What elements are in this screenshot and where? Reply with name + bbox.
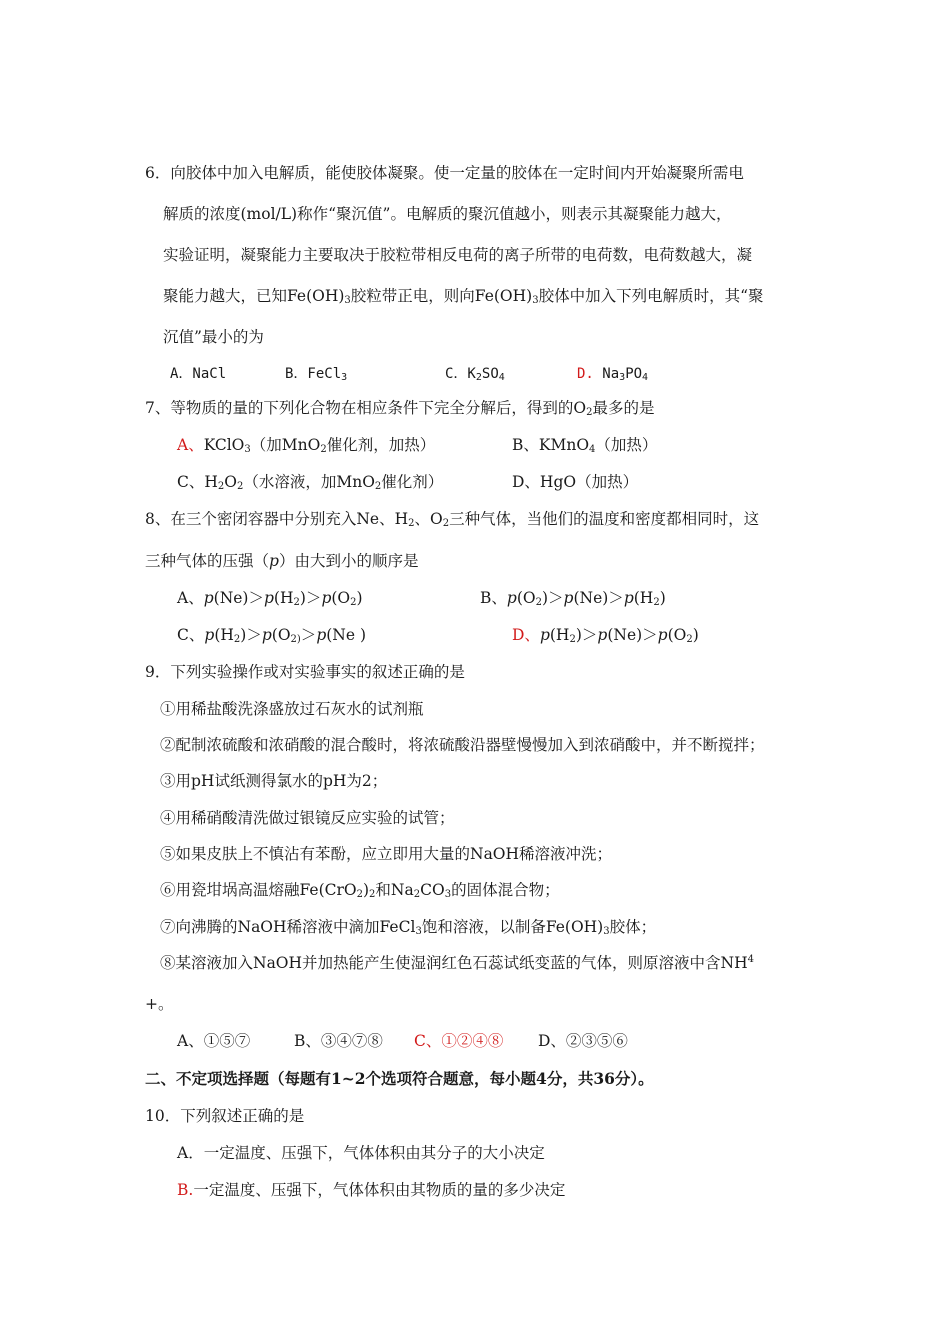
q6-option-a: A．NaCl (170, 366, 227, 382)
q7-option-a: A、KClO$_3$（加MnO$_2$催化剂，加热） (177, 436, 436, 455)
q9-stem: 9．下列实验操作或对实验事实的叙述正确的是 (145, 663, 465, 681)
q6-line-3: 实验证明，凝聚能力主要取决于胶粒带相反电荷的离子所带的电荷数，电荷数越大，凝 (163, 246, 753, 264)
q9-option-b: B、③④⑦⑧ (294, 1032, 383, 1050)
q6-line-2: 解质的浓度(mol/L)称作“聚沉值”。电解质的聚沉值越小，则表示其凝聚能力越大， (163, 205, 732, 223)
q8-option-c: C、$p(H_2)>p(O_{2)}>p(Ne$ ) (177, 626, 367, 645)
answer-mark: B. (177, 1181, 194, 1199)
q8-option-a: A、$p(Ne)>p(H_2)>p(O_2)$ (177, 589, 363, 608)
q6-line-1: 6．向胶体中加入电解质，能使胶体凝聚。使一定量的胶体在一定时间内开始凝聚所需电 (145, 164, 744, 182)
answer-mark: A、 (177, 436, 204, 454)
q6-line-5: 沉值”最小的为 (163, 328, 264, 346)
q9-item-7: ⑦向沸腾的NaOH稀溶液中滴加FeCl$_3$饱和溶液，以制备$Fe(OH)_3$胶体； (160, 918, 657, 937)
q8-stem-1: 8、在三个密闭容器中分别充入Ne、$H_2$、$O_2$三种气体，当他们的温度和密度都相同时，这 (145, 510, 760, 529)
q10-stem: 10．下列叙述正确的是 (145, 1107, 305, 1125)
q6-option-b: B．FeCl$_3$ (285, 366, 348, 383)
q9-option-c: C、①②④⑧ (414, 1032, 504, 1050)
q9-item-6: ⑥用瓷坩埚高温熔融$Fe(CrO_2)_2$和$Na_2CO_3$的固体混合物； (160, 881, 560, 900)
q7-stem: 7、等物质的量的下列化合物在相应条件下完全分解后，得到的$O_2$最多的是 (145, 399, 655, 418)
q9-item-8-tail: +。 (145, 995, 174, 1013)
q10-option-b: B.一定温度、压强下，气体体积由其物质的量的多少决定 (177, 1181, 566, 1199)
q8-stem-2: 三种气体的压强（p）由大到小的顺序是 (145, 552, 419, 570)
q9-option-d: D、②③⑤⑥ (538, 1032, 628, 1050)
q9-item-3: ③用pH试纸测得氯水的pH为2； (160, 772, 388, 790)
q7-option-d: D、HgO（加热） (512, 473, 639, 491)
q10-option-a: A．一定温度、压强下，气体体积由其分子的大小决定 (177, 1144, 545, 1162)
q8-option-d: D、$p(H_2)>p(Ne)>p(O_2)$ (512, 626, 699, 645)
q9-option-a: A、①⑤⑦ (177, 1032, 251, 1050)
q8-option-b: B、$p(O_2)>p(Ne)>p(H_2)$ (480, 589, 666, 608)
q6-line-4: 聚能力越大，已知$Fe(OH)_3$胶粒带正电，则向$Fe(OH)_3$胶体中加入下列电解质时，其“聚 (163, 287, 764, 306)
q6-option-d: D. $Na_3PO_4$ (577, 366, 649, 383)
q7-option-c: C、$H_2O_2$（水溶液，加MnO$_2$催化剂） (177, 473, 444, 492)
q7-option-b: B、KMnO$_4$（加热） (512, 436, 658, 455)
q9-item-8: ⑧某溶液加入NaOH并加热能产生使湿润红色石蕊试纸变蓝的气体，则原溶液中含$NH^4$ (160, 954, 754, 972)
q9-item-2: ②配制浓硫酸和浓硝酸的混合酸时，将浓硫酸沿器壁慢慢加入到浓硝酸中，并不断搅拌； (160, 736, 765, 754)
q9-item-1: ①用稀盐酸洗涤盛放过石灰水的试剂瓶 (160, 700, 424, 718)
q6-option-c: C．$K_2SO_4$ (445, 366, 505, 383)
q9-item-5: ⑤如果皮肤上不慎沾有苯酚，应立即用大量的NaOH稀溶液冲洗； (160, 845, 613, 863)
answer-mark: D. (577, 366, 594, 382)
section-heading: 二、不定项选择题（每题有1~2个选项符合题意，每小题4分，共36分）。 (145, 1069, 654, 1088)
answer-mark: D、 (512, 626, 540, 644)
q9-item-4: ④用稀硝酸清洗做过银镜反应实验的试管； (160, 809, 455, 827)
